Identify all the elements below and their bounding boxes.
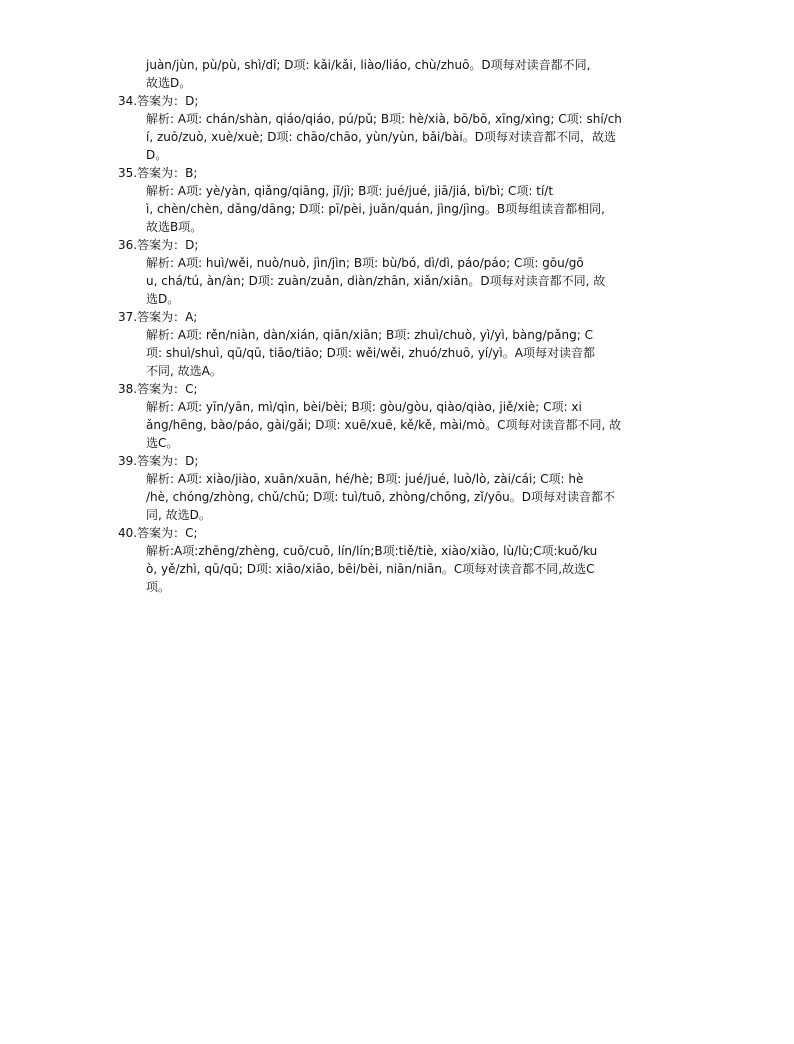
text-line: 故选B项。 — [146, 220, 203, 234]
text-line: 项: shuì/shuì, qū/qū, tiāo/tiāo; D项: wěi/wěi, zhuó/zhuō, yí/yì。A项每对读音都 — [146, 346, 595, 360]
answer-heading: 35.答案为：B; — [118, 166, 198, 180]
answer-heading: 34.答案为：D; — [118, 94, 199, 108]
text-line: 解析: A项: xiào/jiào, xuān/xuān, hé/hè; B项: jué/jué, luò/lò, zài/cái; C项: hè — [146, 472, 584, 486]
text-line: 解析: A项: huì/wěi, nuò/nuò, jìn/jìn; B项: bù/bó, dì/dì, páo/páo; C项: gōu/gō — [146, 256, 584, 270]
answer-heading: 40.答案为：C; — [118, 526, 198, 540]
text-line: D。 — [146, 148, 168, 162]
text-line: juàn/jùn, pù/pù, shì/dǐ; D项: kǎi/kǎi, liào/liáo, chù/zhuō。D项每对读音都不同, — [146, 58, 591, 72]
answer-heading: 37.答案为：A; — [118, 310, 198, 324]
text-line: ì, chèn/chèn, dǎng/dāng; D项: pī/pèi, juǎn/quán, jìng/jìng。B项每组读音都相同, — [146, 202, 605, 216]
text-line: ò, yě/zhì, qū/qū; D项: xiāo/xiāo, bēi/bèi, niān/niān。C项每对读音都不同,故选C — [146, 562, 595, 576]
answer-heading: 36.答案为：D; — [118, 238, 199, 252]
text-line: 解析: A项: chán/shàn, qiáo/qiáo, pú/pǔ; B项: hè/xià, bō/bō, xīng/xìng; C项: shí/ch — [146, 112, 622, 126]
text-line: 解析:A项:zhēng/zhèng, cuō/cuō, lín/lín;B项:tiě/tiè, xiào/xiào, lù/lù;C项:kuǒ/ku — [146, 544, 598, 558]
answer-heading: 39.答案为：D; — [118, 454, 199, 468]
text-line: 项。 — [146, 580, 171, 594]
text-line: 选D。 — [146, 292, 180, 306]
text-line: 不同, 故选A。 — [146, 364, 222, 378]
answer-heading: 38.答案为：C; — [118, 382, 198, 396]
text-line: 解析: A项: yīn/yān, mì/qìn, bèi/bèi; B项: gòu/gòu, qiào/qiào, jiě/xiè; C项: xi — [146, 400, 582, 414]
text-line: 解析: A项: rěn/niàn, dàn/xián, qiān/xiān; B项: zhuì/chuò, yì/yì, bàng/pǎng; C — [146, 328, 593, 342]
text-line: 故选D。 — [146, 76, 192, 90]
text-line: u, chá/tú, àn/àn; D项: zuàn/zuǎn, diàn/zhān, xiǎn/xiān。D项每对读音都不同, 故 — [146, 274, 606, 288]
text-line: /hè, chóng/zhòng, chǔ/chǔ; D项: tuì/tuō, zhòng/chōng, zǐ/yōu。D项每对读音都不 — [146, 490, 616, 504]
text-line: 解析: A项: yè/yàn, qiǎng/qiāng, jǐ/jì; B项: jué/jué, jiā/jiá, bì/bì; C项: tí/t — [146, 184, 554, 198]
text-line: 同, 故选D。 — [146, 508, 211, 522]
answer-explanations — [118, 56, 706, 596]
text-line: ǎng/hēng, bào/páo, gài/gǎi; D项: xuē/xuē, kě/kě, mài/mò。C项每对读音都不同, 故 — [146, 418, 622, 432]
text-line: 选C。 — [146, 436, 179, 450]
text-line: í, zuō/zuò, xuè/xuè; D项: chāo/chāo, yùn/yùn, bǎi/bài。D项每对读音都不同，故选 — [146, 130, 616, 144]
